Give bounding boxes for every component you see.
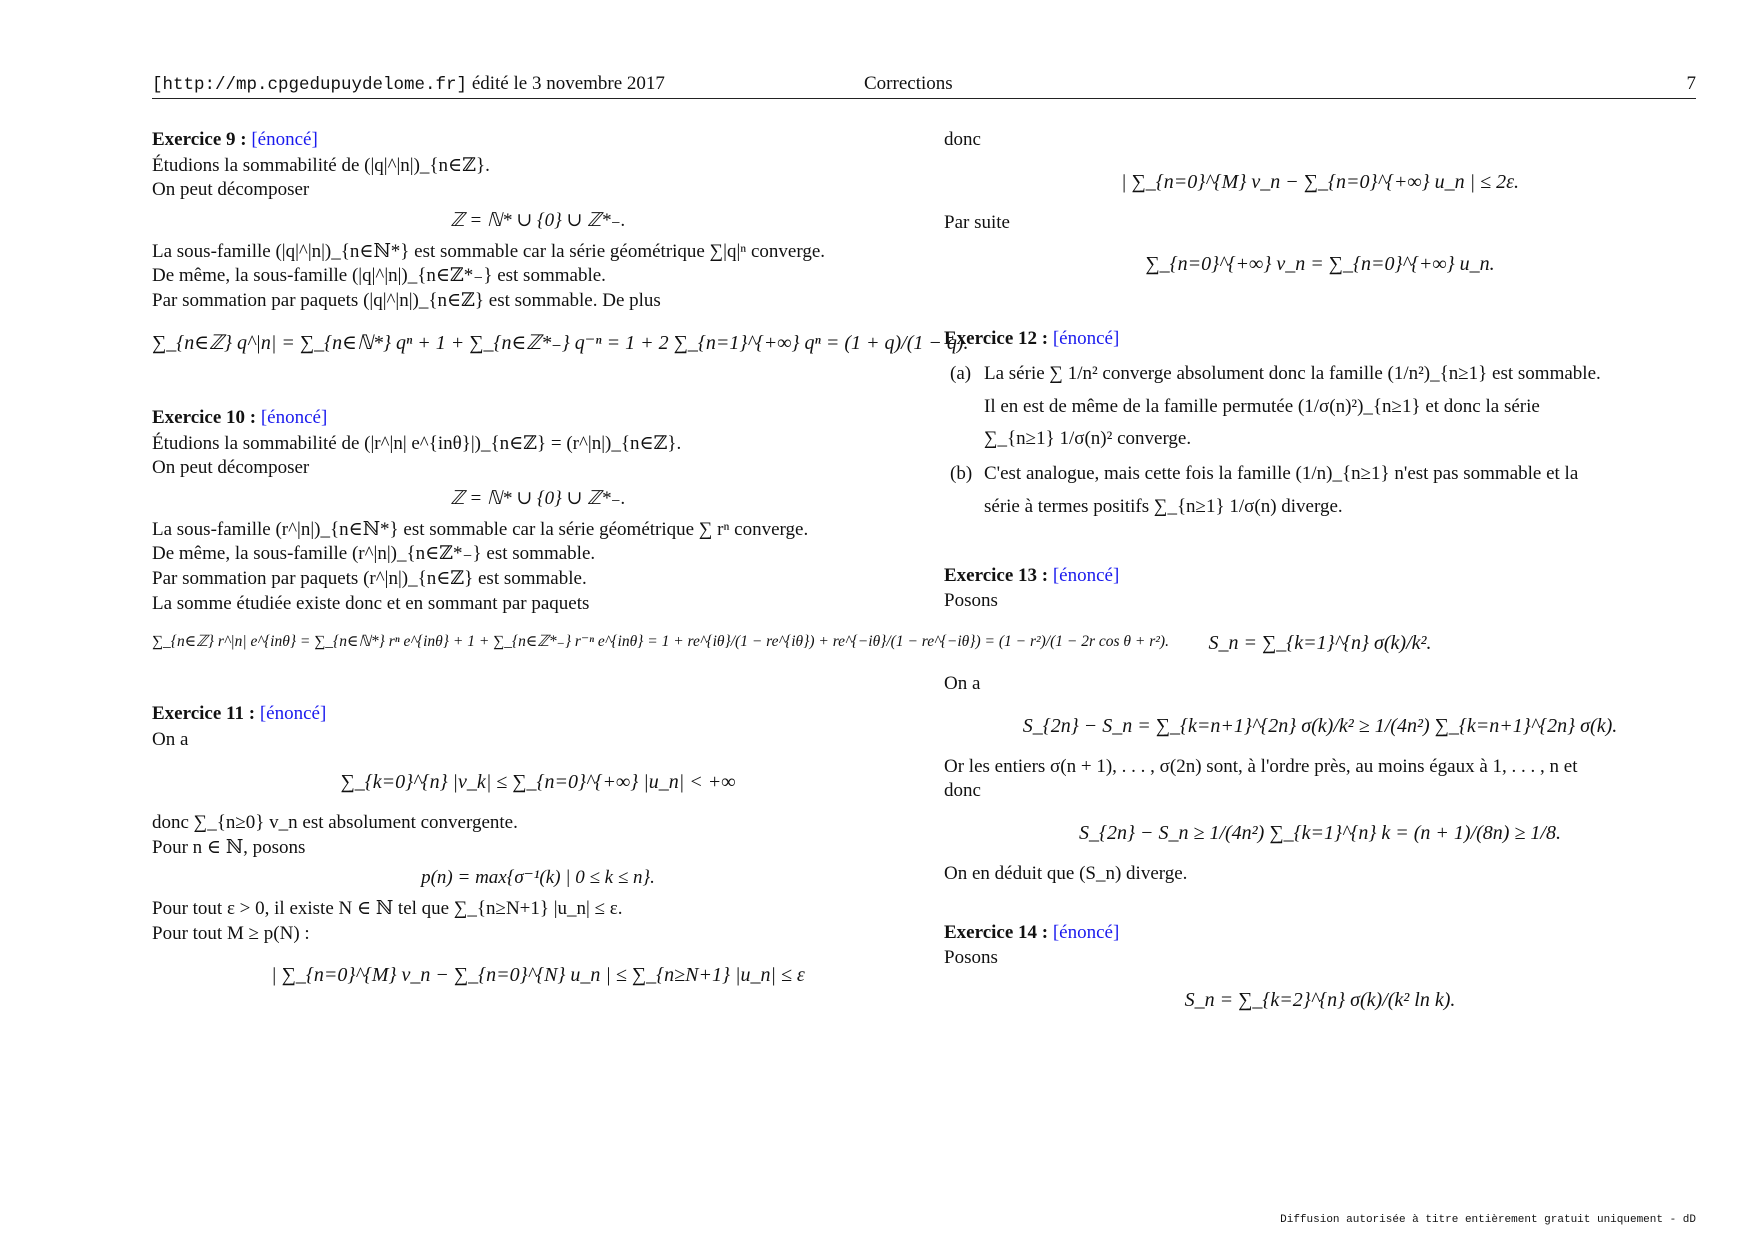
- ex11-cont-formula-1: | ∑_{n=0}^{M} v_n − ∑_{n=0}^{+∞} u_n | ≤ 2ε.: [1120, 170, 1519, 193]
- exercise-11-continued: [944, 128, 1696, 277]
- exercise-14-title: Exercice 14 :: [944, 921, 1049, 943]
- exercise-12-link[interactable]: [énoncé]: [1052, 328, 1120, 350]
- exercise-13-link[interactable]: [énoncé]: [1052, 564, 1120, 586]
- ex9-line-4: De même, la sous-famille (|q|^|n|)_{n∈ℤ*₋} est sommable.: [152, 265, 606, 287]
- ex10-line-6: La somme étudiée existe donc et en sommant par paquets: [152, 592, 590, 614]
- ex10-line-3: La sous-famille (r^|n|)_{n∈ℕ*} est sommable car la série géométrique ∑ rⁿ converge.: [152, 518, 809, 540]
- ex11-line-2: donc ∑_{n≥0} v_n est absolument convergente.: [152, 811, 518, 833]
- ex13-formula-2: S_{2n} − S_n = ∑_{k=n+1}^{2n} σ(k)/k² ≥ 1/(4n²) ∑_{k=n+1}^{2n} σ(k).: [1022, 714, 1618, 737]
- exercise-10-link[interactable]: [énoncé]: [260, 406, 328, 428]
- exercise-11-link[interactable]: [énoncé]: [259, 703, 327, 725]
- header-title: Corrections: [864, 73, 953, 94]
- ex14-formula-1: S_n = ∑_{k=2}^{n} σ(k)/(k² ln k).: [1184, 989, 1456, 1011]
- ex11-formula-1: ∑_{k=0}^{n} |v_k| ≤ ∑_{n=0}^{+∞} |u_n| < +∞: [340, 770, 736, 793]
- exercise-9-link[interactable]: [énoncé]: [251, 129, 318, 150]
- ex9-line-2: On peut décomposer: [152, 179, 310, 201]
- exercise-10-title: Exercice 10 :: [152, 406, 257, 428]
- ex14-line-1: Posons: [944, 947, 998, 969]
- ex12-item-b-label: (b): [950, 463, 973, 485]
- page-footer: Diffusion autorisée à titre entièrement gratuit uniquement - dD: [1280, 1214, 1696, 1226]
- ex10-line-2: On peut décomposer: [152, 457, 310, 479]
- ex13-line-5: On en déduit que (S_n) diverge.: [944, 862, 1188, 884]
- ex13-line-2: On a: [944, 672, 981, 694]
- exercise-13: [944, 564, 1696, 887]
- exercise-14-heading: [944, 921, 1696, 946]
- ex11-cont-formula-2: ∑_{n=0}^{+∞} v_n = ∑_{n=0}^{+∞} u_n.: [1145, 253, 1495, 276]
- exercise-9-title: Exercice 9 :: [152, 129, 247, 150]
- ex9-formula-2: ∑_{n∈ℤ} q^|n| = ∑_{n∈ℕ*} qⁿ + 1 + ∑_{n∈ℤ*₋} q⁻ⁿ = 1 + 2 ∑_{n=1}^{+∞} qⁿ = (1 + q)/(1 − q).: [152, 331, 969, 354]
- ex12-b-line-2: série à termes positifs ∑_{n≥1} 1/σ(n) diverge.: [984, 495, 1343, 517]
- header-url: [http://mp.cpgedupuydelome.fr]: [152, 75, 468, 95]
- header-source: [152, 72, 665, 97]
- ex10-line-4: De même, la sous-famille (r^|n|)_{n∈ℤ*₋} est sommable.: [152, 543, 596, 565]
- ex11-formula-2: p(n) = max{σ⁻¹(k) | 0 ≤ k ≤ n}.: [421, 867, 655, 889]
- ex12-a-line-3: ∑_{n≥1} 1/σ(n)² converge.: [984, 428, 1192, 450]
- exercise-12: [944, 327, 1696, 519]
- exercise-12-heading: [944, 327, 1696, 352]
- exercise-11-heading: [152, 702, 924, 727]
- exercise-13-title: Exercice 13 :: [944, 564, 1049, 586]
- page-number: 7: [1686, 73, 1696, 94]
- ex10-formula-2: ∑_{n∈ℤ} r^|n| e^{inθ} = ∑_{n∈ℕ*} rⁿ e^{inθ} + 1 + ∑_{n∈ℤ*₋} r⁻ⁿ e^{inθ} = 1 + re^{iθ}/(1 − re^{iθ}) + re^{−iθ}/(1 − re^{−iθ}) = (1 − r²)/(1 − 2r cos θ + r²).: [152, 633, 1169, 651]
- ex11-line-1: On a: [152, 729, 189, 751]
- ex12-a-line-2: Il en est de même de la famille permutée (1/σ(n)²)_{n≥1} et donc la série: [984, 395, 1540, 417]
- ex13-formula-3: S_{2n} − S_n ≥ 1/(4n²) ∑_{k=1}^{n} k = (n + 1)/(8n) ≥ 1/8.: [1078, 821, 1561, 844]
- exercise-14: [944, 921, 1696, 1013]
- ex10-line-1: Étudions la sommabilité de (|r^|n| e^{inθ}|)_{n∈ℤ} = (r^|n|)_{n∈ℤ}.: [152, 432, 682, 454]
- page-header: [152, 72, 1696, 99]
- ex12-item-b: [944, 462, 1696, 519]
- ex12-item-a-label: (a): [950, 363, 972, 385]
- ex12-a-line-1: La série ∑ 1/n² converge absolument donc la famille (1/n²)_{n≥1} est sommable.: [984, 363, 1601, 385]
- exercise-14-link[interactable]: [énoncé]: [1052, 921, 1120, 943]
- exercise-11-title: Exercice 11 :: [152, 703, 256, 725]
- ex9-line-1: Étudions la sommabilité de (|q|^|n|)_{n∈ℤ}.: [152, 154, 490, 176]
- ex12-item-a: [944, 362, 1696, 452]
- exercise-9-heading: [152, 128, 924, 153]
- ex12-b-line-1: C'est analogue, mais cette fois la famille (1/n)_{n≥1} n'est pas sommable et la: [984, 463, 1579, 485]
- ex9-formula-1: ℤ = ℕ* ∪ {0} ∪ ℤ*₋.: [450, 210, 626, 232]
- ex11-formula-3: | ∑_{n=0}^{M} v_n − ∑_{n=0}^{N} u_n | ≤ ∑_{n≥N+1} |u_n| ≤ ε: [271, 964, 805, 987]
- ex9-line-3: La sous-famille (|q|^|n|)_{n∈ℕ*} est sommable car la série géométrique ∑|q|ⁿ converge.: [152, 240, 826, 262]
- exercise-11: [152, 702, 924, 988]
- exercise-10-heading: [152, 406, 924, 431]
- ex9-line-5: Par sommation par paquets (|q|^|n|)_{n∈ℤ} est sommable. De plus: [152, 290, 661, 312]
- ex11-cont-line-2: Par suite: [944, 211, 1010, 233]
- ex13-formula-1: S_n = ∑_{k=1}^{n} σ(k)/k².: [1208, 631, 1432, 654]
- ex11-line-5: Pour tout M ≥ p(N) :: [152, 922, 310, 944]
- ex10-formula-1: ℤ = ℕ* ∪ {0} ∪ ℤ*₋.: [450, 487, 626, 509]
- ex11-cont-line-1: donc: [944, 129, 981, 150]
- ex10-line-5: Par sommation par paquets (r^|n|)_{n∈ℤ} est sommable.: [152, 567, 587, 589]
- ex11-line-4: Pour tout ε > 0, il existe N ∈ ℕ tel que ∑_{n≥N+1} |u_n| ≤ ε.: [152, 897, 623, 919]
- ex11-line-3: Pour n ∈ ℕ, posons: [152, 836, 306, 858]
- ex13-line-1: Posons: [944, 590, 998, 612]
- ex13-line-3: Or les entiers σ(n + 1), . . . , σ(2n) sont, à l'ordre près, au moins égaux à 1, . . . , n et: [944, 755, 1578, 777]
- header-edit-date: édité le 3 novembre 2017: [471, 73, 665, 94]
- exercise-13-heading: [944, 564, 1696, 589]
- ex13-line-4: donc: [944, 780, 981, 802]
- right-column: [944, 128, 1696, 1029]
- exercise-12-title: Exercice 12 :: [944, 328, 1049, 350]
